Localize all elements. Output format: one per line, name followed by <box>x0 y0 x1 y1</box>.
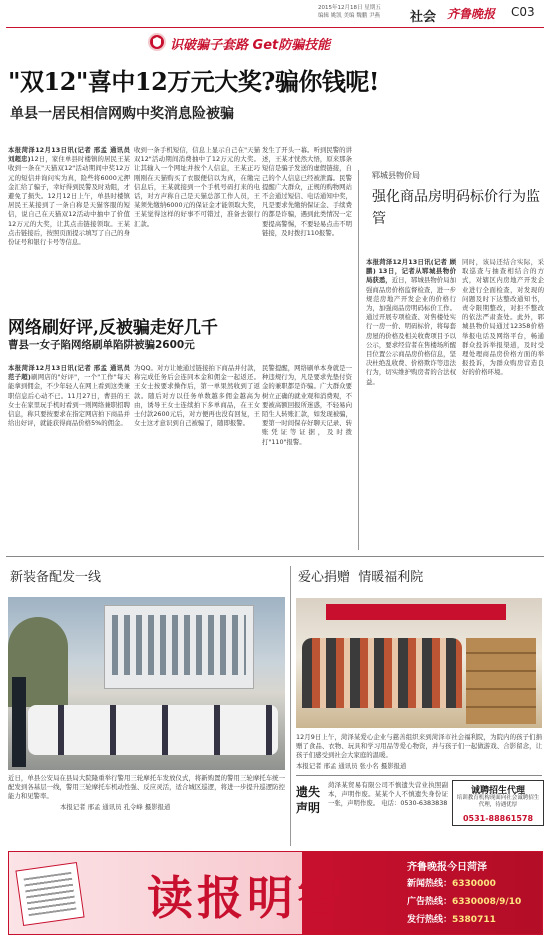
column-divider-2 <box>290 566 291 846</box>
story3-col2: 同时，该局还结合实际，采取巡查与抽查相结合的方式，对辖区内房地产开发企业进行全面检查，对发现的问题及时下达整改通知书，责令限期整改，对拒不整改的依法严肃查处。此外，郓城县物价局通过12358价格举报电话及网络平台，畅通群众投诉举报渠道，及时受理处理商品房价格方面的举报投诉，为群众购房营造良好的价格环境。 <box>462 258 544 377</box>
story1-col1 <box>8 146 130 304</box>
officer-shape <box>12 677 26 767</box>
story1-headline: "双12"喜中12万元大奖?骗你钱呢! <box>8 67 379 96</box>
story2-headline: 网络刷好评,反被骗走好几千 <box>8 318 218 338</box>
banner <box>148 32 398 54</box>
shield-icon <box>148 33 166 51</box>
boxes-stack <box>466 638 536 724</box>
story1-byline: 本报菏泽12月13日讯(记者 邢孟 通讯员 刘超忠) <box>8 146 130 164</box>
paper-logo: 齐鲁晚报 <box>447 7 496 21</box>
story1-subhead: 单县一居民相信网购中奖消息险被骗 <box>10 106 234 122</box>
story2-col1-text: 刷网店的"好评"，一个"工作"每天能拿到佣金，不少年轻人在网上看到这类兼职信息后心动不已。11月27日，曹县的王女士在家里玩手机时看到一则网络兼职招聘信息，称只要按要求在指定网店拍下商品并给出好评，就能获得商品价格5%的佣金。 <box>8 373 130 428</box>
promo-line1 <box>407 876 496 889</box>
promo-line2 <box>407 894 521 907</box>
column-divider <box>358 170 359 550</box>
header-rule <box>6 27 544 28</box>
story1-col1-text: 12日，家住单县时楼镇的居民王某收到一条在"天猫双12"活动期间中奖12万元的短信并询问实为真，险些将6000元押金汇给了骗子，幸好得到民警及时劝阻，才避免了损失。12月12日上午，单县时楼镇居民王某接到了一条自称是天猫客服的短信，说自己在天猫双12活动中抽中了价值12万元的大奖，让其点击链接领取。王某点击链接后，按照页面提示填写了自己的身份证号和银行卡号等信息。 <box>8 155 130 247</box>
charity-photo <box>296 598 542 728</box>
motorcycle-photo <box>8 597 285 770</box>
story2-byline: 本报菏泽12月13日讯(记者 邢孟 通讯员 范子超) <box>8 364 130 382</box>
story3-kicker: 郓城县物价局 <box>372 171 420 180</box>
news-hotline-label: 新闻热线： <box>407 879 453 889</box>
people-row <box>302 638 462 708</box>
promo-banner <box>8 851 543 935</box>
photo1-caption: 近日，单县公安局在县局大院隆重举行警用三轮摩托车发放仪式，将新购置的警用三轮摩托车统一配发到各基层一线，警用三轮摩托车机动性强、反应灵活，适合城区巡逻，将进一步提升巡逻防控能力和见警率。 <box>8 774 285 801</box>
story2-col1 <box>8 364 130 544</box>
photo2-caption: 12月9日上午，菏泽某爱心企业与慈善组织来到菏泽市社会福利院，为院内的孩子们捐赠了食品、衣物、玩具和学习用品等爱心物资，并与孩子们一起做游戏、合影留念，让孩子们感受到社会大家庭的温暖。 <box>296 733 542 760</box>
promo-subtitle: 齐鲁晚报今日菏泽 <box>407 862 487 873</box>
photo2-credit: 本报记者 邢孟 通讯员 张小名 摄影报道 <box>296 762 407 770</box>
building-windows <box>112 615 246 675</box>
photo2-title: 爱心捐赠 情暖福利院 <box>298 570 424 585</box>
dist-hotline-label: 发行热线： <box>407 915 453 925</box>
newspaper-lines <box>24 872 77 916</box>
photo1-credit: 本报记者 邢孟 通讯员 孔令峰 摄影报道 <box>60 803 171 811</box>
promo-line3 <box>407 912 496 925</box>
notice-title: 遗失声明 <box>296 785 321 815</box>
story2-subhead: 曹县一女子陷网络刷单陷阱被骗2600元 <box>8 339 195 351</box>
photo1-title: 新装备配发一线 <box>10 570 102 585</box>
editors-line: 编辑 姚凯 美编 魏鹏 尹燕 <box>318 13 380 19</box>
recruit-ad-phone: 0531-88861578 <box>462 814 534 823</box>
story2-col3: 民警提醒，网络刷单本身就是一种违规行为，凡是要求先垫付资金的兼职都是诈骗。广大群众要树立正确的就业观和消费观，不要被高额回报所迷惑，不轻易向陌生人转账汇款，如发现被骗，要第一时间保存好聊天记录、转账凭证等证据，及时拨打"110"报警。 <box>262 364 352 446</box>
ad-hotline-label: 广告热线： <box>407 897 453 907</box>
page-number: C03 <box>511 5 535 19</box>
dist-hotline-value: 5380711 <box>452 915 496 925</box>
ad-hotline-value: 6330008/9/10 <box>452 897 522 907</box>
notice-phone: 电话：0530-6383838 <box>381 799 448 808</box>
story2-col2: 为QQ。对方让她通过链接拍下商品并付款，称完成任务后会连同本金和佣金一起返还。王女士按要求操作后，第一单果然收到了返款。随后对方以任务单数越多佣金越高为由，诱导王女士连续拍下多单商品，在王女士付款2600元后，对方便再也没有回复，王女士这才意识到自己被骗了，随即报警。 <box>134 364 260 428</box>
section-rule <box>6 556 544 557</box>
story1-col3: 发生了开头一幕。听到民警的讲述，王某才恍然大悟，原来那条短信是骗子发送的虚假链接，自己的个人信息已经被泄露。民警提醒广大群众，正规的购物网站不会通过短信、电话通知中奖，凡是要求先缴纳保证金、手续费的都是诈骗，遇到此类情况一定要提高警惕，不要轻易点击不明链接，及时拨打110报警。 <box>262 146 352 237</box>
newspaper-icon <box>15 862 84 926</box>
story3-col1 <box>366 258 456 548</box>
story3-byline: 本报菏泽12月13日讯(记者 顾鹏) 13日，记者从郓城县物价局获悉， <box>366 258 456 285</box>
banner-slogan: 识破骗子套路 Get防骗技能 <box>170 38 331 53</box>
story3-col1-text: 近日，郓城县物价局加强商品房价格监督检查，进一步规范房地产开发企业的价格行为，加强商品房明码标价工作。通过开展专项检查、对售楼处实行一房一价、明码标价，将每套房屋的价格及相关收费项目予以公示，要求经营者在售楼场所醒目位置公示商品房价格信息，坚决杜绝乱收费、价格欺诈等违法行为，切实维护购房者的合法权益。 <box>366 276 456 386</box>
recruit-ad-text: 培训教育机构现面向社会诚聘招生代理，待遇优厚 <box>456 795 540 808</box>
story3-headline: 强化商品房明码标价行为监管 <box>372 189 540 227</box>
date-line: 2015年12月18日 星期五 <box>318 5 381 11</box>
notice-rule <box>296 775 542 776</box>
recruit-ad <box>452 780 544 826</box>
notice-body: 菏泽某贸易有限公司不慎遗失营业执照副本，声明作废。某某个人不慎遗失身份证一张，声明作废。 <box>328 781 448 808</box>
promo-big-text: 读报明智 <box>147 871 347 925</box>
banner-shape <box>326 604 506 620</box>
notice-text <box>328 781 448 827</box>
story1-col2: 收到一条手机短信，信息上显示自己在"天猫双12"活动期间消费抽中了12万元的大奖。让其输入一个网址并按个人信息，王某正巧刚刚在天猫购买了衣服便信以为真，在缴完信息后，王某就接到一个手机号码打来的电话，对方声称自己是天猫总部工作人员，王某须先缴纳6000元的保证金才能领取大奖，王某觉得这样的好事不可错过，准备去银行汇款。 <box>134 146 260 228</box>
news-hotline-value: 6330000 <box>452 879 496 889</box>
recruit-ad-title: 诚聘招生代理 <box>470 786 525 796</box>
page-header <box>0 0 550 30</box>
motorcycle-row <box>28 705 278 755</box>
section-name: 社会 <box>410 10 437 25</box>
